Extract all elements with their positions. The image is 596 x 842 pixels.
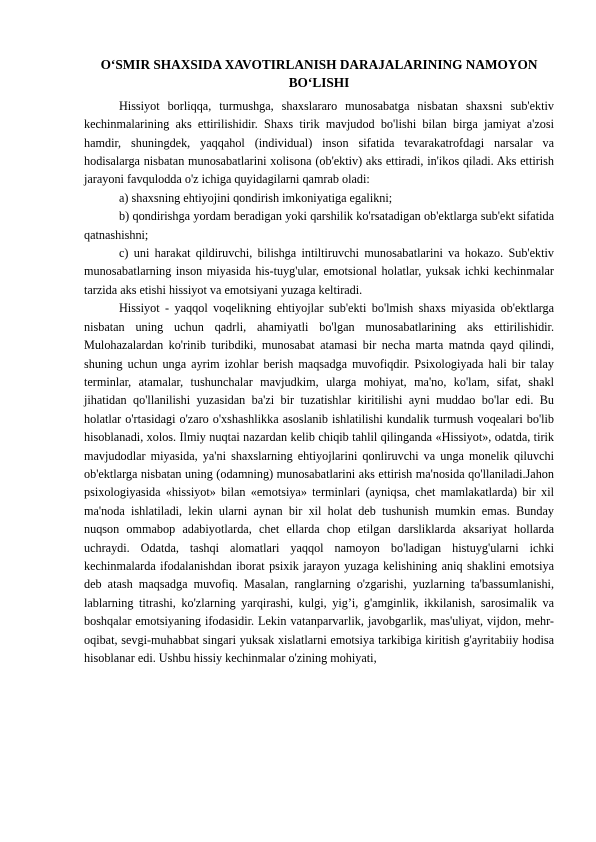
paragraph-item-a: a) shaxsning ehtiyojini qondirish imkoniyatiga egalikni; [119,190,393,205]
paragraph-intro: Hissiyot borliqqa, turmushga, shaxslararo munosabatga nisbatan shaxsni sub'ektiv kechinmalarining aks ettirilishidir. Shaxs tirik mavjudod bo'lishi bilan birga jamiyat a'zosi hamdir, shuningdek, yaqqahol (individual) inson sifatida tevarakatrofdagi narsalar va hodisalarga nisbatan munosabatlarini xolisona (ob'ektiv) aks ettiradi, in'ikos qiladi. Aks ettirish jarayoni favqulodda o'z ichiga quyidagilarni qamrab oladi: [84,98,554,187]
paragraph-main: Hissiyot - yaqqol voqelikning ehtiyojlar sub'ekti bo'lmish shaxs miyasida ob'ektlarga nisbatan uning uchun qadrli, ahamiyatli bo'lgan munosabatlarining aks ettirilishidir. Mulohazalardan ko'rinib turibdiki, munosabat atamasi bir necha marta matnda qayd qilindi, shuning uchun unga ayrim izohlar berish maqsadga muvofiqdir. Psixologiyada hali bir talay terminlar, atamalar, tushunchalar mavjudkim, ularga mohiyat, ma'no, ko'lam, sifat, shakl jihatidan qo'llanilishi yuzasidan ba'zi bir tuzatishlar kiritilishi ayni muddao bo'lar edi. Bu holatlar o'rtasidagi o'zaro o'xshashlikka asoslanib ishlatilishi kundalik turmush voqealari bo'lib hisoblanadi, xolos. Ilmiy nuqtai nazardan kelib chiqib tahlil qilinganda «Hissiyot», odatda, tirik mavjudodlar miyasida, ya'ni shaxslarning ehtiyojlarini qonliruvchi va unga monelik qiluvchi ob'ektlarga nisbatan uning (odamning) munosabatlarini aks ettirish ma'nosida qo'llaniladi.Jahon psixologiyasida «hissiyot» bilan «emotsiya» terminlari (ayniqsa, chet mamlakatlarda) bir xil ma'noda ishlatiladi, lekin ularni aynan bir xil holat deb tushunish mumkin emas. Bunday nuqson ommabop adabiyotlarda, chet ellarda chop etilgan darsliklarda aksariyat hollarda uchraydi. Odatda, tashqi alomatlari yaqqol namoyon bo'ladigan histuyg'ularni ichki kechinmalarda ifodalanishdan iborat psixik jarayon yuzaga kelishining aniq shaklini emotsiya deb atash maqsadga muvofiq. Masalan, ranglarning o'zgarishi, yuzlarning ta'bassumlanishi, lablarning titrashi, ko'zlarning yarqirashi, kulgi, yig’i, g'amginlik, ikkilanish, sarosimalik va boshqalar emotsiyaning ifodasidir. Lekin vatanparvarlik, javobgarlik, mas'uliyat, vijdon, mehr-oqibat, sevgi-muhabbat singari yuksak xislatlarni emotsiya tarkibiga kiritish g'ayritabiiy hodisa hisoblanar edi. Ushbu hissiy kechinmalar o'zining mohiyati, [84,301,554,665]
document-page [84,56,554,667]
paragraph-item-c: c) uni harakat qildiruvchi, bilishga intiltiruvchi munosabatlarini va hokazo. Sub'ektiv munosabatlarning inson miyasida his-tuyg'ular, emotsional holatlar, yuksak ichki kechinmalar tarzida aks etishi hissiyot va emotsiyani yuzaga keltiradi. [84,246,554,297]
paragraph-item-b: b) qondirishga yordam beradigan yoki qarshilik ko'rsatadigan ob'ektlarga sub'ekt sifatida qatnashishni; [84,209,554,242]
document-title: O‘SMIR SHAXSIDA XAVOTIRLANISH DARAJALARINING NAMOYON BO‘LISHI [100,57,538,91]
